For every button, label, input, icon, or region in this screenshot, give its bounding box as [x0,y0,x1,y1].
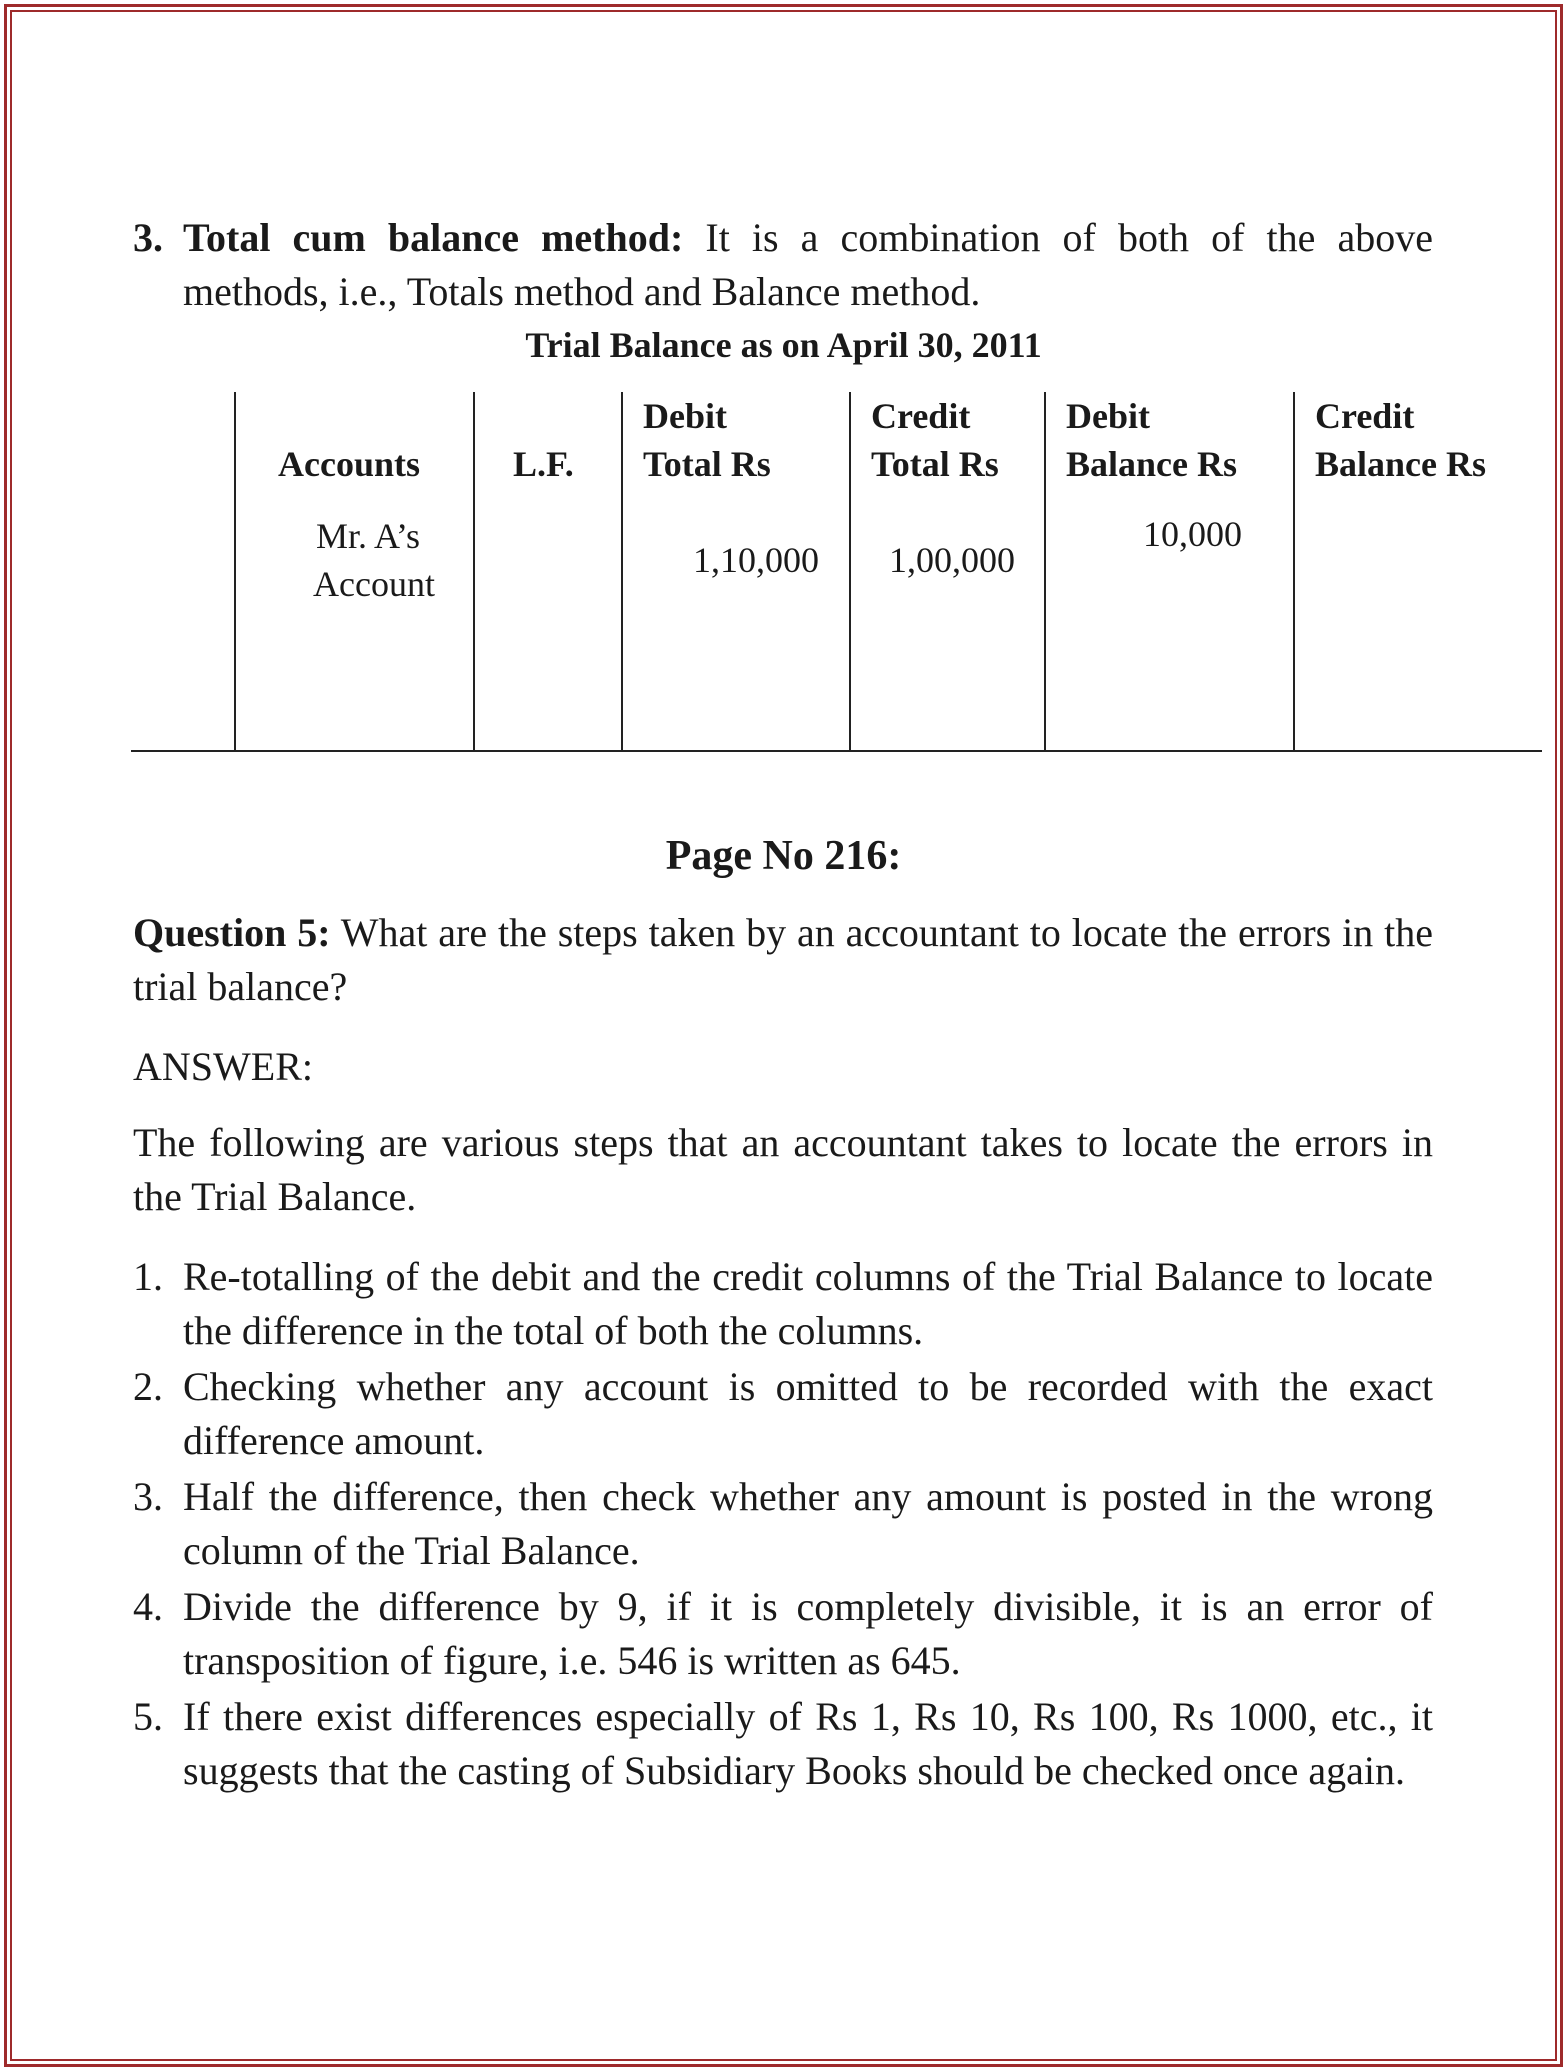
table-divider [1044,392,1046,750]
section-3-heading: Total cum balance method: [183,215,684,260]
trial-balance-title: Trial Balance as on April 30, 2011 [525,325,1042,365]
section-3-text: It is a combination of both of the above methods, i.e., Totals method and Balance method. [183,215,1433,314]
table-divider [473,392,475,750]
table-divider [1293,392,1295,750]
cell-account-line1: Mr. A’s [316,516,421,556]
page-number-heading: Page No 216: [665,833,902,879]
steps-list [133,1250,1433,1800]
question-5 [133,906,1433,1014]
trial-balance-table [0,0,1567,760]
header-credit-total-line2: Total Rs [871,444,999,484]
question-label: Question 5: [133,910,331,955]
table-divider [621,392,623,750]
table-divider [849,392,851,750]
list-item: 3. Half the difference, then check whether any amount is posted in the wrong column of the Trial Balance. [133,1474,1433,1573]
table-bottom-rule [131,750,1542,752]
header-lf: L.F. [513,444,574,484]
cell-account-line2: Account [313,564,435,604]
list-item: 5. If there exist differences especially of Rs 1, Rs 10, Rs 100, Rs 1000, etc., it suggests that the casting of Subsidiary Books should be checked once again. [133,1694,1433,1793]
cell-debit-balance: 10,000 [1143,514,1242,554]
list-item: 1. Re-totalling of the debit and the credit columns of the Trial Balance to locate the difference in the total of both the columns. [133,1254,1433,1353]
answer-intro: The following are various steps that an accountant takes to locate the errors in the Trial Balance. [133,1120,1433,1219]
list-item: 2. Checking whether any account is omitted to be recorded with the exact difference amount. [133,1364,1433,1463]
header-debit-total-line1: Debit [643,396,727,436]
cell-debit-total: 1,10,000 [693,540,819,580]
table-divider [234,392,236,750]
header-accounts: Accounts [278,444,420,484]
cell-credit-total: 1,00,000 [889,540,1015,580]
list-item: 4. Divide the difference by 9, if it is completely divisible, it is an error of transposition of figure, i.e. 546 is written as 645. [133,1584,1433,1683]
header-credit-balance-line2: Balance Rs [1315,444,1486,484]
header-credit-total-line1: Credit [871,396,971,436]
header-debit-balance-line2: Balance Rs [1066,444,1237,484]
header-debit-total-line2: Total Rs [643,444,771,484]
header-debit-balance-line1: Debit [1066,396,1150,436]
question-text: What are the steps taken by an accountant to locate the errors in the trial balance? [133,910,1433,1009]
header-credit-balance-line1: Credit [1315,396,1415,436]
section-3-number: 3. [133,215,163,260]
answer-label: ANSWER: [133,1044,313,1089]
